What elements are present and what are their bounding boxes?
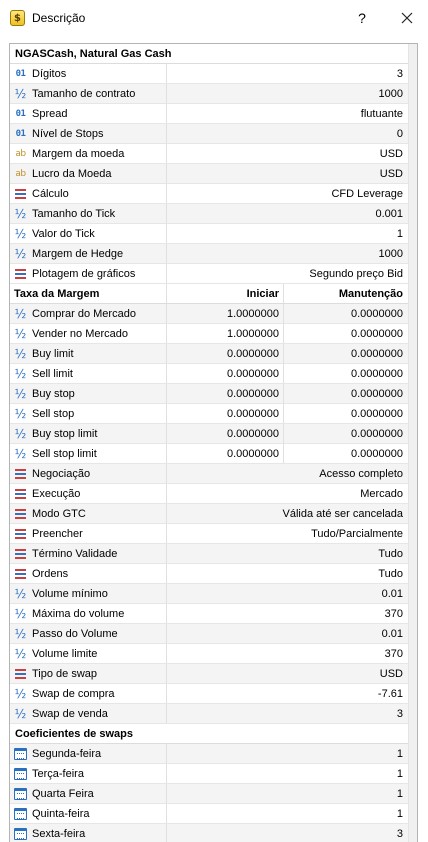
order-type-label: Sell stop limit [32, 447, 97, 460]
property-label: Ordens [32, 567, 69, 580]
property-grid [10, 44, 408, 842]
property-label: Execução [32, 487, 81, 500]
property-value: 3 [396, 827, 403, 840]
property-row[interactable] [10, 584, 408, 604]
property-label: Quinta-feira [32, 807, 90, 820]
margin-rate-row[interactable] [10, 324, 408, 344]
property-label: Swap de venda [32, 707, 108, 720]
property-row[interactable] [10, 224, 408, 244]
property-value: Tudo [378, 567, 403, 580]
fraction-icon: ½ [14, 86, 27, 101]
property-value: Segundo preço Bid [309, 267, 403, 280]
property-value: Acesso completo [319, 467, 403, 480]
property-value: 370 [384, 647, 403, 660]
property-row[interactable] [10, 184, 408, 204]
initial-margin-value: 0.0000000 [167, 364, 284, 383]
property-row[interactable] [10, 164, 408, 184]
property-label: Terça-feira [32, 767, 84, 780]
title-bar [0, 0, 428, 36]
property-value: Tudo [378, 547, 403, 560]
maintenance-margin-value: 0.0000000 [351, 327, 403, 340]
integer-icon: 01 [15, 128, 26, 139]
initial-margin-value: 1.0000000 [167, 304, 284, 323]
fraction-icon: ½ [14, 346, 27, 361]
property-row[interactable] [10, 204, 408, 224]
property-label: Término Validade [32, 547, 118, 560]
property-row[interactable] [10, 524, 408, 544]
fraction-icon: ½ [14, 706, 27, 721]
property-row[interactable] [10, 684, 408, 704]
initial-margin-value: 0.0000000 [167, 384, 284, 403]
enum-list-icon [14, 487, 27, 500]
enum-list-icon [14, 507, 27, 520]
maintenance-margin-value: 0.0000000 [351, 367, 403, 380]
property-value: 0 [396, 127, 403, 140]
enum-list-icon [14, 567, 27, 580]
property-value: 0.01 [381, 627, 403, 640]
property-row[interactable] [10, 824, 408, 842]
window-title: Descrição [32, 11, 86, 25]
property-value: USD [379, 667, 403, 680]
order-type-label: Sell stop [32, 407, 75, 420]
property-label: Margem de Hedge [32, 247, 124, 260]
fraction-icon: ½ [14, 646, 27, 661]
column-header-initial: Iniciar [246, 287, 279, 300]
swap-header-row [10, 724, 408, 744]
symbol-header-row [10, 44, 408, 64]
fraction-icon: ½ [14, 386, 27, 401]
property-value: 1 [396, 747, 403, 760]
integer-icon: 01 [15, 68, 26, 79]
property-row[interactable] [10, 504, 408, 524]
initial-margin-value: 1.0000000 [167, 324, 284, 343]
property-label: Tipo de swap [32, 667, 98, 680]
vertical-scrollbar[interactable] [408, 44, 417, 842]
property-value: Mercado [360, 487, 403, 500]
property-label: Spread [32, 107, 68, 120]
property-value: 1 [396, 787, 403, 800]
property-label: Margem da moeda [32, 147, 125, 160]
property-label: Negociação [32, 467, 91, 480]
property-label: Dígitos [32, 67, 67, 80]
fraction-icon: ½ [14, 246, 27, 261]
fraction-icon: ½ [14, 206, 27, 221]
property-label: Segunda-feira [32, 747, 102, 760]
property-value: 1 [396, 807, 403, 820]
fraction-icon: ½ [14, 446, 27, 461]
property-label: Quarta Feira [32, 787, 94, 800]
order-type-label: Sell limit [32, 367, 73, 380]
property-value: -7.61 [377, 687, 403, 700]
margin-header-row [10, 284, 408, 304]
property-row[interactable] [10, 144, 408, 164]
fraction-icon: ½ [14, 626, 27, 641]
initial-margin-value: 0.0000000 [167, 444, 284, 463]
enum-list-icon [14, 547, 27, 560]
property-label: Volume limite [32, 647, 98, 660]
property-row[interactable] [10, 744, 408, 764]
margin-rate-row[interactable] [10, 384, 408, 404]
initial-margin-value: 0.0000000 [167, 344, 284, 363]
maintenance-margin-value: 0.0000000 [351, 347, 403, 360]
property-row[interactable] [10, 464, 408, 484]
property-row[interactable] [10, 784, 408, 804]
fraction-icon: ½ [14, 366, 27, 381]
property-row[interactable] [10, 704, 408, 724]
property-row[interactable] [10, 104, 408, 124]
property-value: 1 [396, 227, 403, 240]
maintenance-margin-value: 0.0000000 [351, 447, 403, 460]
property-label: Swap de compra [32, 687, 115, 700]
property-label: Sexta-feira [32, 827, 86, 840]
calendar-icon [14, 808, 27, 820]
property-value: USD [379, 147, 403, 160]
property-row[interactable] [10, 764, 408, 784]
property-row[interactable] [10, 624, 408, 644]
property-label: Tamanho de contrato [32, 87, 136, 100]
margin-rate-row[interactable] [10, 444, 408, 464]
property-row[interactable] [10, 544, 408, 564]
property-label: Volume mínimo [32, 587, 108, 600]
property-value: 1000 [378, 87, 403, 100]
maintenance-margin-value: 0.0000000 [351, 307, 403, 320]
column-header-maintenance: Manutenção [338, 287, 403, 300]
property-label: Preencher [32, 527, 83, 540]
property-value: CFD Leverage [331, 187, 403, 200]
property-row[interactable] [10, 604, 408, 624]
order-type-label: Buy stop limit [32, 427, 98, 440]
text-icon: ab [15, 168, 26, 179]
maintenance-margin-value: 0.0000000 [351, 407, 403, 420]
property-row[interactable] [10, 264, 408, 284]
enum-list-icon [14, 527, 27, 540]
close-icon [401, 12, 413, 24]
property-value: 370 [384, 607, 403, 620]
margin-rate-row[interactable] [10, 404, 408, 424]
text-icon: ab [15, 148, 26, 159]
property-value: Tudo/Parcialmente [311, 527, 403, 540]
integer-icon: 01 [15, 108, 26, 119]
property-label: Cálculo [32, 187, 69, 200]
property-label: Modo GTC [32, 507, 86, 520]
close-button[interactable] [394, 6, 420, 30]
fraction-icon: ½ [14, 306, 27, 321]
fraction-icon: ½ [14, 586, 27, 601]
property-value: 3 [396, 707, 403, 720]
fraction-icon: ½ [14, 686, 27, 701]
calendar-icon [14, 828, 27, 840]
property-value: Válida até ser cancelada [282, 507, 403, 520]
fraction-icon: ½ [14, 606, 27, 621]
maintenance-margin-value: 0.0000000 [351, 427, 403, 440]
property-value: 0.01 [381, 587, 403, 600]
order-type-label: Comprar do Mercado [32, 307, 136, 320]
symbol-header: NGASCash, Natural Gas Cash [15, 47, 172, 60]
property-value: 0.001 [375, 207, 403, 220]
fraction-icon: ½ [14, 406, 27, 421]
margin-rate-row[interactable] [10, 304, 408, 324]
property-row[interactable] [10, 244, 408, 264]
property-row[interactable] [10, 664, 408, 684]
order-type-label: Buy limit [32, 347, 74, 360]
margin-rate-row[interactable] [10, 344, 408, 364]
property-label: Valor do Tick [32, 227, 95, 240]
property-row[interactable] [10, 484, 408, 504]
order-type-label: Buy stop [32, 387, 75, 400]
calendar-icon [14, 748, 27, 760]
property-value: 1000 [378, 247, 403, 260]
margin-rate-row[interactable] [10, 364, 408, 384]
property-label: Plotagem de gráficos [32, 267, 136, 280]
enum-list-icon [14, 667, 27, 680]
property-label: Passo do Volume [32, 627, 118, 640]
help-button[interactable]: ? [358, 10, 366, 26]
property-row[interactable] [10, 124, 408, 144]
property-value: USD [379, 167, 403, 180]
property-row[interactable] [10, 564, 408, 584]
property-row[interactable] [10, 64, 408, 84]
swap-header: Coeficientes de swaps [15, 727, 133, 740]
enum-list-icon [14, 467, 27, 480]
initial-margin-value: 0.0000000 [167, 424, 284, 443]
fraction-icon: ½ [14, 426, 27, 441]
property-value: flutuante [360, 107, 403, 120]
property-row[interactable] [10, 644, 408, 664]
enum-list-icon [14, 187, 27, 200]
property-row[interactable] [10, 804, 408, 824]
property-label: Lucro da Moeda [32, 167, 112, 180]
margin-rate-row[interactable] [10, 424, 408, 444]
enum-list-icon [14, 267, 27, 280]
document-icon: $ [10, 10, 25, 26]
property-label: Máxima do volume [32, 607, 125, 620]
property-label: Tamanho do Tick [32, 207, 116, 220]
order-type-label: Vender no Mercado [32, 327, 129, 340]
margin-header-title: Taxa da Margem [14, 287, 100, 300]
maintenance-margin-value: 0.0000000 [351, 387, 403, 400]
fraction-icon: ½ [14, 326, 27, 341]
calendar-icon [14, 768, 27, 780]
fraction-icon: ½ [14, 226, 27, 241]
property-value: 3 [396, 67, 403, 80]
property-label: Nível de Stops [32, 127, 104, 140]
property-row[interactable] [10, 84, 408, 104]
property-value: 1 [396, 767, 403, 780]
calendar-icon [14, 788, 27, 800]
specification-panel [9, 43, 418, 842]
initial-margin-value: 0.0000000 [167, 404, 284, 423]
